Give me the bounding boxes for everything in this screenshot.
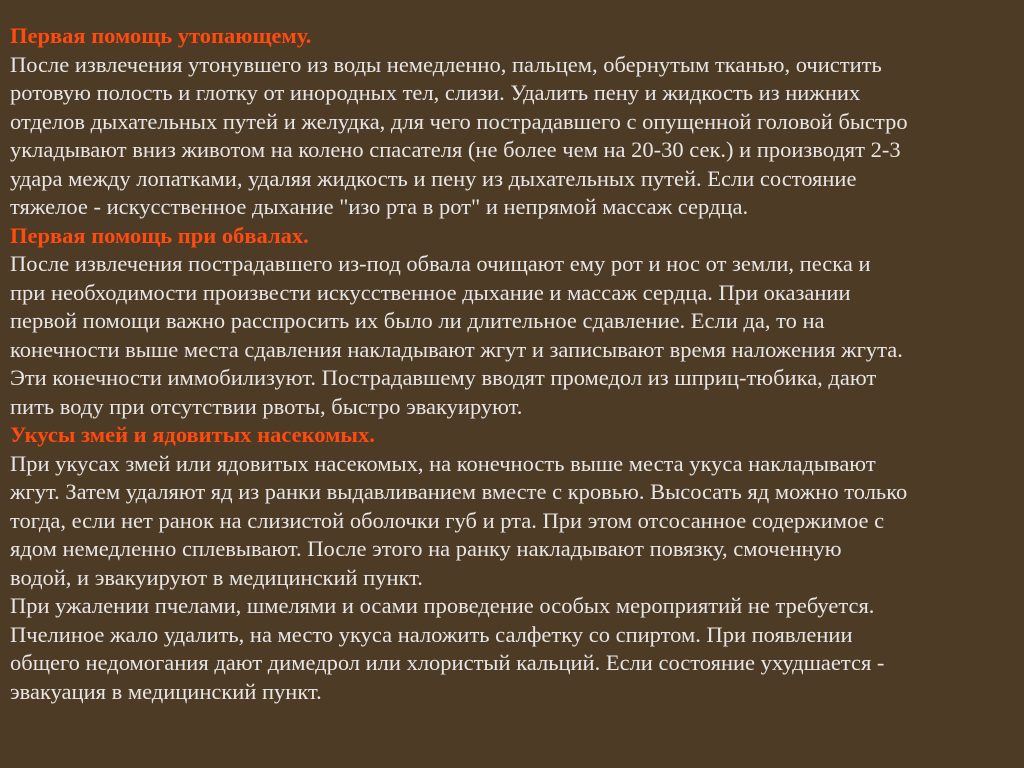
paragraph-line: общего недомогания дают димедрол или хлористый кальций. Если состояние ухудшается - <box>10 650 885 675</box>
paragraph-line: конечности выше места сдавления накладывают жгут и записывают время наложения жгута. <box>10 336 903 362</box>
paragraph-line: эвакуация в медицинский пункт. <box>10 678 322 704</box>
paragraph-line: пить воду при отсутствии рвоты, быстро эвакуируют. <box>10 393 523 419</box>
paragraph-line: тогда, если нет ранок на слизистой оболочки губ и рта. При этом отсосанное содержимое с <box>10 507 885 533</box>
paragraph-line: ротовую полость и глотку от инородных тел, слизи. Удалить пену и жидкость из нижних <box>10 80 861 105</box>
paragraph-line: тяжелое - искусственное дыхание "изо рта в рот" и непрямой массаж сердца. <box>10 194 749 219</box>
paragraph-line: ядом немедленно сплевывают. После этого на ранку накладывают повязку, смоченную <box>10 536 842 561</box>
paragraph-line: отделов дыхательных путей и желудка, для чего пострадавшего с опущенной головой быстро <box>10 108 908 134</box>
paragraph-line: При ужалении пчелами, шмелями и осами проведение особых мероприятий не требуется. <box>10 593 875 618</box>
section-heading: Укусы змей и ядовитых насекомых. <box>10 422 375 447</box>
section-heading: Первая помощь утопающему. <box>10 23 312 48</box>
paragraph-line: После извлечения пострадавшего из-под обвала очищают ему рот и нос от земли, песка и <box>10 251 871 276</box>
paragraph-line: жгут. Затем удаляют яд из ранки выдавливанием вместе с кровью. Высосать яд можно только <box>10 479 908 504</box>
paragraph-line: удара между лопатками, удаляя жидкость и пену из дыхательных путей. Если состояние <box>10 165 857 191</box>
paragraph-line: водой, и эвакуируют в медицинский пункт. <box>10 564 423 590</box>
paragraph-line: первой помощи важно расспросить их было ли длительное сдавление. Если да, то на <box>10 308 825 333</box>
section-collapse <box>10 222 1024 422</box>
paragraph-line: укладывают вниз животом на колено спасателя (не более чем на 20-30 сек.) и производят 2-3 <box>10 137 901 162</box>
section-bites <box>10 421 1024 706</box>
section-heading: Первая помощь при обвалах. <box>10 222 309 248</box>
section-drowning <box>10 22 1024 222</box>
paragraph-line: При укусах змей или ядовитых насекомых, на конечность выше места укуса накладывают <box>10 450 876 476</box>
paragraph-line: Пчелиное жало удалить, на место укуса наложить салфетку со спиртом. При появлении <box>10 621 853 647</box>
slide-body <box>10 22 1024 768</box>
paragraph-line: Эти конечности иммобилизуют. Пострадавшему вводят промедол из шприц-тюбика, дают <box>10 365 877 390</box>
paragraph-line: После извлечения утонувшего из воды немедленно, пальцем, обернутым тканью, очистить <box>10 51 882 77</box>
paragraph-line: при необходимости произвести искусственное дыхание и массаж сердца. При оказании <box>10 279 851 305</box>
